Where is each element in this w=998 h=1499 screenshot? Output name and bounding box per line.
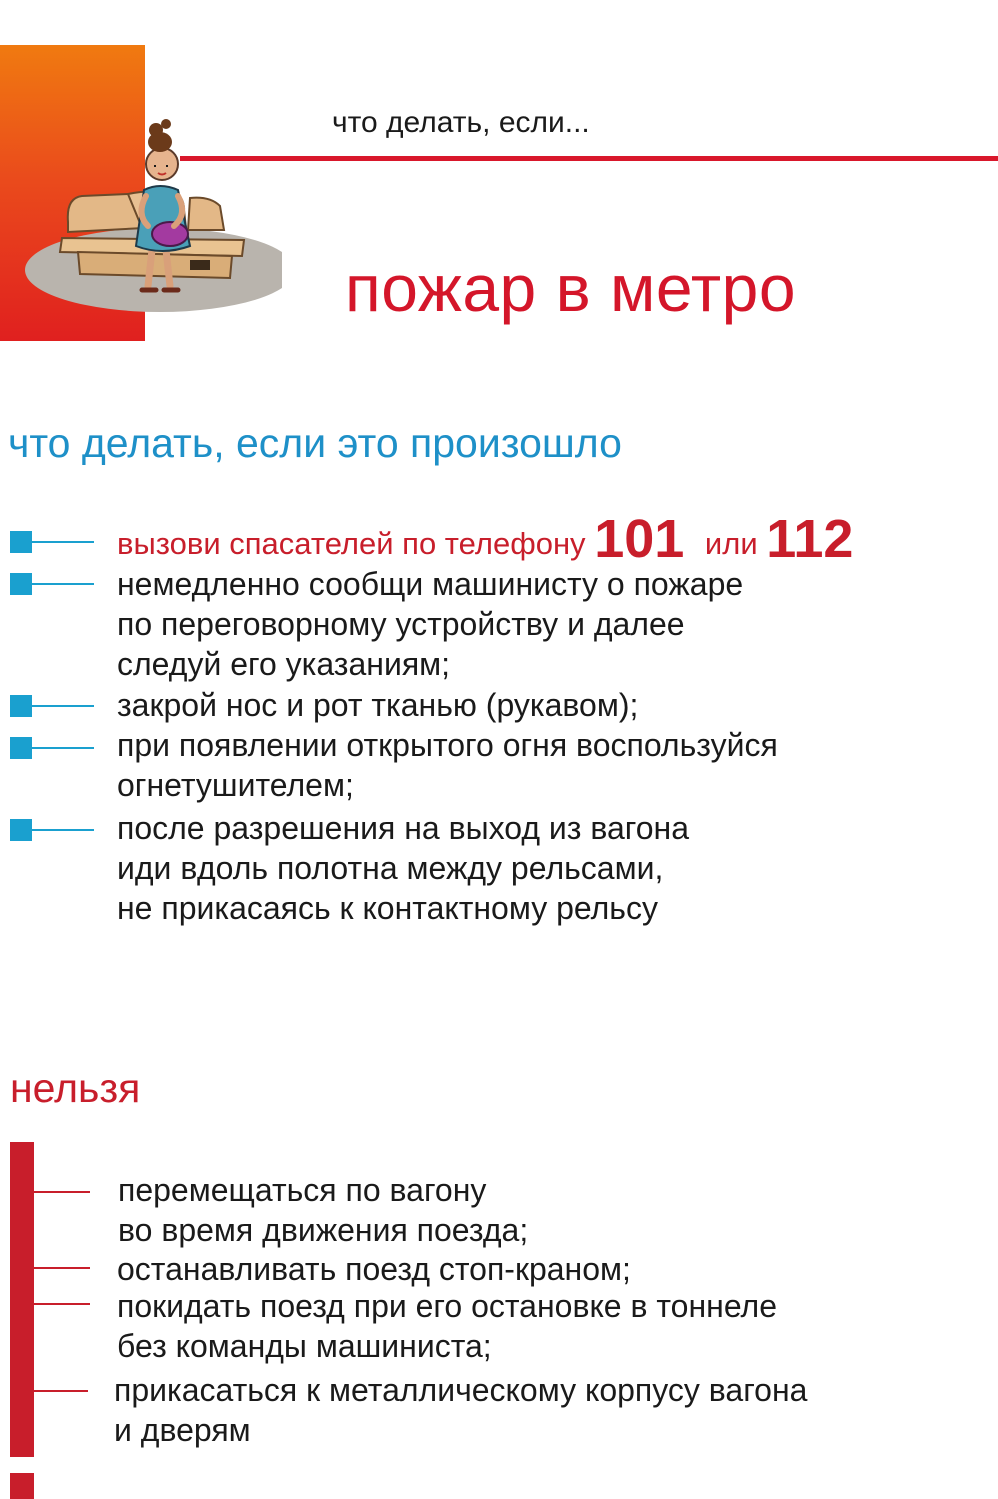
list-item: перемещаться по вагону во время движения поезда; xyxy=(118,1172,529,1248)
dont-line xyxy=(34,1390,88,1392)
page-title: пожар в метро xyxy=(345,251,797,325)
dont-line xyxy=(34,1191,90,1193)
list-item: закрой нос и рот тканью (рукавом); xyxy=(117,687,639,723)
bullet-marker xyxy=(10,695,32,717)
bullet-marker xyxy=(10,819,32,841)
phone-number-112: 112 xyxy=(766,509,854,569)
bullet-line xyxy=(32,829,94,831)
list-item: прикасаться к металлическому корпусу вагона и дверям xyxy=(114,1372,808,1448)
bullet-line xyxy=(32,705,94,707)
bullet-marker xyxy=(10,737,32,759)
bullet-marker xyxy=(10,531,32,553)
dont-side-bar xyxy=(10,1142,34,1457)
dont-side-bar-end xyxy=(10,1473,34,1499)
call-rescuers-item xyxy=(117,509,854,569)
list-item: после разрешения на выход из вагона иди вдоль полотна между рельсами, не прикасаясь к контактному рельсу xyxy=(117,810,689,926)
dont-section-title: нельзя xyxy=(10,1065,141,1111)
header-kicker: что делать, если... xyxy=(332,106,590,139)
list-item: останавливать поезд стоп-краном; xyxy=(117,1251,631,1287)
dont-line xyxy=(34,1267,90,1269)
bullet-line xyxy=(32,541,94,543)
woman-on-bench-illustration xyxy=(20,110,282,320)
phone-number-101: 101 xyxy=(594,509,685,569)
list-item: при появлении открытого огня воспользуйся огнетушителем; xyxy=(117,727,778,803)
dont-line xyxy=(34,1303,90,1305)
bullet-line xyxy=(32,583,94,585)
call-text: вызови спасателей по телефону xyxy=(117,526,586,561)
bullet-marker xyxy=(10,573,32,595)
list-item: покидать поезд при его остановке в тоннеле без команды машиниста; xyxy=(117,1288,778,1364)
list-item: немедленно сообщи машинисту о пожаре по переговорному устройству и далее следуй его указаниям; xyxy=(117,566,744,682)
do-section-title: что делать, если это произошло xyxy=(8,420,622,466)
call-or: или xyxy=(704,526,758,561)
header-rule xyxy=(180,156,998,161)
bullet-line xyxy=(32,747,94,749)
